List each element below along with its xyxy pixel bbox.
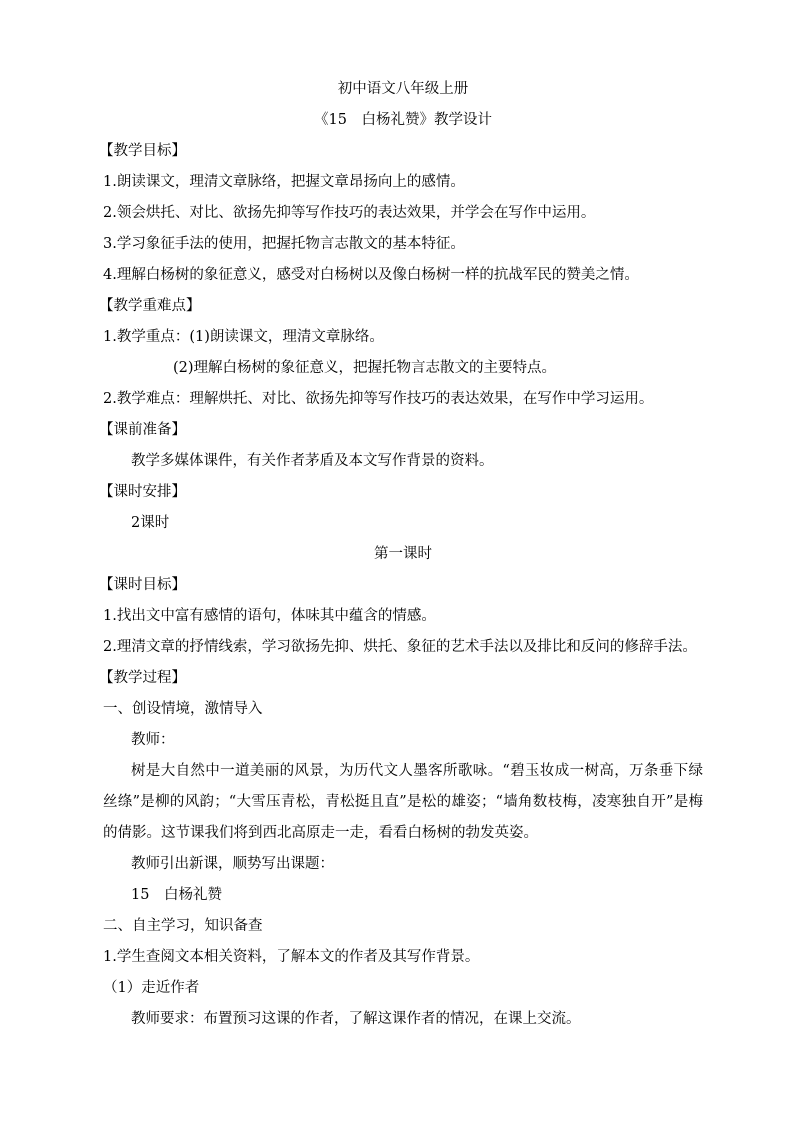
preparation-heading: 【课前准备】	[99, 422, 186, 438]
step2-sub-text: 教师要求：布置预习这课的作者，了解这课作者的情况，在课上交流。	[131, 1011, 581, 1027]
lesson-title-text: 15 白杨礼赞	[131, 887, 222, 903]
preparation-text: 教学多媒体课件，有关作者茅盾及本文写作背景的资料。	[131, 453, 494, 469]
intro-paragraph: 树是大自然中一道美丽的风景，为历代文人墨客所歌咏。“碧玉妆成一树高，万条垂下绿丝绦”是柳的风韵；“大雪压青松，青松挺且直”是松的雄姿；“墙角数枝梅，凌寒独自开”是梅的倩影。这节课我们将到西北高原走一走，看看白杨树的勃发英姿。	[103, 763, 703, 841]
key-difficulty: 2.教学难点：理解烘托、对比、欲扬先抑等写作技巧的表达效果，在写作中学习运用。	[103, 391, 654, 407]
teacher-label: 教师：	[131, 732, 175, 748]
schedule-text: 2课时	[131, 515, 170, 531]
step2-subheading: （1）走近作者	[103, 980, 200, 996]
step2-title: 二、自主学习，知识备查	[103, 918, 263, 934]
step2-item: 1.学生查阅文本相关资料，了解本文的作者及其写作背景。	[103, 949, 480, 965]
lead-in-text: 教师引出新课，顺势写出课题：	[131, 856, 334, 872]
key-focus-2: (2)理解白杨树的象征意义，把握托物言志散文的主要特点。	[173, 360, 557, 376]
goal-item: 3.学习象征手法的使用，把握托物言志散文的基本特征。	[103, 236, 465, 252]
lesson-goals-heading: 【课时目标】	[99, 577, 186, 593]
goal-item: 2.领会烘托、对比、欲扬先抑等写作技巧的表达效果，并学会在写作中运用。	[103, 205, 596, 221]
goal-item: 4.理解白杨树的象征意义，感受对白杨树以及像白杨树一样的抗战军民的赞美之情。	[103, 267, 639, 283]
goal-item: 1.朗读课文，理清文章脉络，把握文章昂扬向上的感情。	[103, 174, 465, 190]
step1-title: 一、创设情境，激情导入	[103, 701, 263, 717]
lesson-one-title: 第一课时	[374, 546, 432, 562]
lesson-goal-item: 1.找出文中富有感情的语句，体味其中蕴含的情感。	[103, 608, 436, 624]
schedule-heading: 【课时安排】	[99, 484, 186, 500]
document-content	[99, 74, 703, 1035]
key-points-heading: 【教学重难点】	[99, 298, 201, 314]
goals-heading: 【教学目标】	[99, 143, 186, 159]
document-subtitle: 《15 白杨礼赞》教学设计	[314, 112, 492, 128]
key-focus-1: 1.教学重点：(1)朗读课文，理清文章脉络。	[103, 329, 384, 345]
lesson-goal-item: 2.理清文章的抒情线索，学习欲扬先抑、烘托、象征的艺术手法以及排比和反问的修辞手法。	[103, 639, 697, 655]
document-title: 初中语文八年级上册	[337, 81, 469, 97]
process-heading: 【教学过程】	[99, 670, 186, 686]
